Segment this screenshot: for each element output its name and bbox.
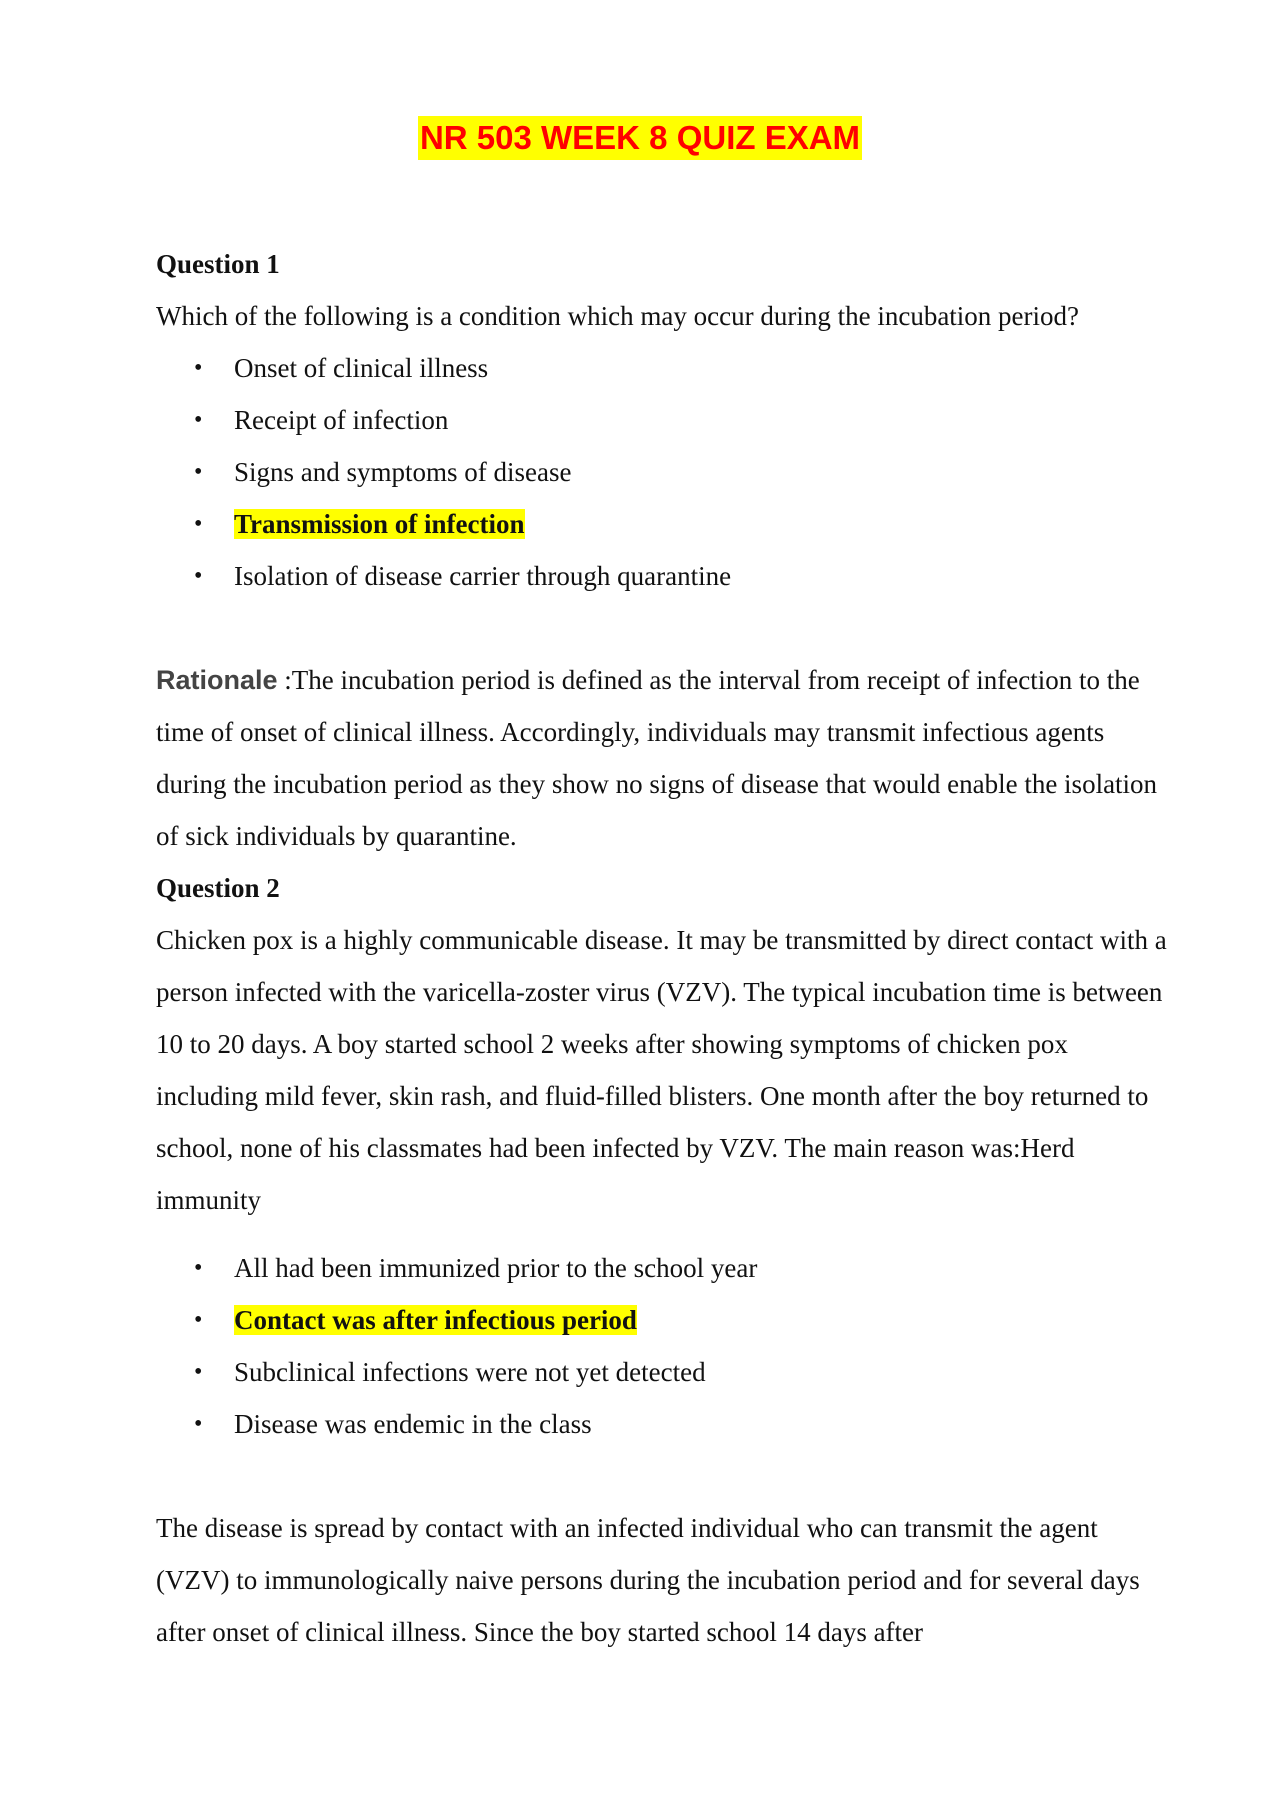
answer-option-text: Receipt of infection [234, 405, 449, 435]
spacer [156, 1226, 1176, 1242]
answer-option-text: Onset of clinical illness [234, 353, 489, 383]
correct-answer-text: Contact was after infectious period [234, 1305, 637, 1335]
answer-option [156, 394, 1176, 446]
bullet-icon: • [194, 459, 203, 485]
answer-option [156, 1398, 1176, 1450]
page-title: NR 503 WEEK 8 QUIZ EXAM [418, 116, 862, 160]
answer-option [156, 342, 1176, 394]
title-wrap [0, 116, 1280, 160]
rationale-paragraph [156, 654, 1176, 862]
question-1-heading: Question 1 [156, 249, 280, 279]
bullet-icon: • [194, 355, 203, 381]
answer-option-text: Subclinical infections were not yet detected [234, 1357, 706, 1387]
rationale-label: Rationale [156, 665, 278, 695]
answer-option [156, 1242, 1176, 1294]
answer-option-text: Signs and symptoms of disease [234, 457, 572, 487]
answer-option [156, 446, 1176, 498]
bullet-icon: • [194, 1359, 203, 1385]
question-2-heading: Question 2 [156, 873, 280, 903]
question-2-explanation: The disease is spread by contact with an infected individual who can transmit the agent (VZV) to immunologically naive persons during the incubation period and for several days after onset of clinical illness. Since the boy started school 14 days after [156, 1513, 1140, 1647]
rationale-text: :The incubation period is defined as the interval from receipt of infection to the time of onset of clinical illness. Accordingly, individuals may transmit infectious agents during the incubation period as they show no signs of disease that would enable the isolation of sick individuals by quarantine. [156, 665, 1158, 851]
bullet-icon: • [194, 511, 203, 537]
bullet-icon: • [194, 407, 203, 433]
bullet-icon: • [194, 1255, 203, 1281]
question-2-text: Chicken pox is a highly communicable disease. It may be transmitted by direct contact with a person infected with the varicella-zoster virus (VZV). The typical incubation time is between 10 to 20 days. A boy started school 2 weeks after showing symptoms of chicken pox including mild fever, skin rash, and fluid-filled blisters. One month after the boy returned to school, none of his classmates had been infected by VZV. The main reason was:Herd immunity [156, 925, 1167, 1215]
answer-option-text: All had been immunized prior to the school year [234, 1253, 758, 1283]
spacer [156, 602, 1176, 654]
spacer [156, 1450, 1176, 1502]
answer-option [156, 1294, 1176, 1346]
answer-option [156, 498, 1176, 550]
document-body [156, 238, 1176, 1658]
answer-option-text: Isolation of disease carrier through quarantine [234, 561, 732, 591]
question-1-options [156, 342, 1176, 602]
answer-option-text: Disease was endemic in the class [234, 1409, 592, 1439]
correct-answer-text: Transmission of infection [234, 509, 525, 539]
question-2-options [156, 1242, 1176, 1450]
bullet-icon: • [194, 563, 203, 589]
bullet-icon: • [194, 1411, 203, 1437]
answer-option [156, 550, 1176, 602]
answer-option [156, 1346, 1176, 1398]
bullet-icon: • [194, 1307, 203, 1333]
question-1-text: Which of the following is a condition which may occur during the incubation period? [156, 301, 1080, 331]
